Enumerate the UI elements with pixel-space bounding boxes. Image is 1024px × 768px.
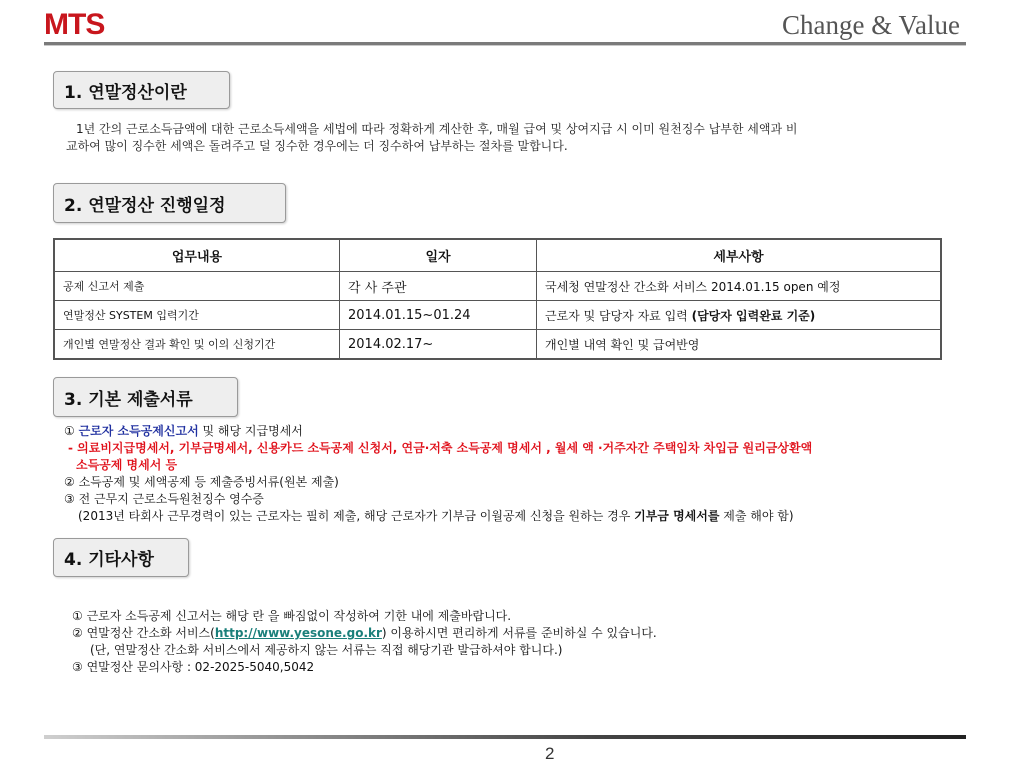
yesone-link[interactable]: http://www.yesone.go.kr: [214, 626, 382, 640]
section-1-text: 1년 간의 근로소득금액에 대한 근로소득세액을 세법에 따라 정확하게 계산한 후, 매월 급여 및 상여지급 시 이미 원천징수 납부한 세액과 비교하여 많이 징수한 세액은 돌려주고 덜 징수한 경우에는 더 징수하여 납부하는 절차를 말합니다.: [66, 122, 798, 153]
list-item-red: 소득공제 명세서 등: [76, 458, 178, 472]
column-header: 일자: [340, 239, 537, 272]
slogan: Change & Value: [782, 10, 960, 40]
detail-text: 개인별 내역 확인 및 급여반영: [545, 337, 700, 352]
list-item: ③ 연말정산 문의사항 : 02-2025-5040,5042: [72, 660, 315, 674]
section-3-title: 3. 기본 제출서류: [53, 377, 238, 417]
schedule-table: [53, 238, 942, 360]
item-number: ①: [64, 424, 79, 438]
detail-cell: [537, 330, 942, 360]
detail-emphasis: (담당자 입력완료 기준): [691, 308, 816, 323]
table-row: [54, 330, 941, 360]
list-item-note: [64, 508, 812, 525]
list-item: ② 소득공제 및 세액공제 등 제출증빙서류(원본 제출): [64, 475, 339, 489]
table-row: [54, 301, 941, 330]
detail-text: 근로자 및 담당자 자료 입력: [545, 308, 692, 323]
list-item-note: (단, 연말정산 간소화 서비스에서 제공하지 않는 서류는 직접 해당기관 발급하셔야 합니다.): [90, 643, 563, 657]
logo-text: MTS: [44, 8, 105, 41]
header-divider: [44, 42, 966, 45]
page-number: 2: [545, 744, 555, 763]
task-cell: 공제 신고서 제출: [54, 272, 340, 301]
emphasis-text: 근로자 소득공제신고서: [78, 424, 199, 438]
section-2-title: 2. 연말정산 진행일정: [53, 183, 286, 223]
date-cell: 2014.01.15~01.24: [340, 301, 537, 330]
note-emphasis: 기부금 명세서를: [634, 509, 720, 523]
date-cell: 2014.02.17~: [340, 330, 537, 360]
item-text: ② 연말정산 간소화 서비스(: [72, 626, 215, 640]
list-item: [72, 625, 657, 642]
misc-list: [72, 608, 657, 676]
list-item-red: - 의료비지급명세서, 기부금명세서, 신용카드 소득공제 신청서, 연금·저축 소득공제 명세서 , 월세 액 ·거주자간 주택임차 차입금 원리금상환액: [68, 441, 813, 455]
item-text: ) 이용하시면 편리하게 서류를 준비하실 수 있습니다.: [381, 626, 657, 640]
list-item: ① 근로자 소득공제 신고서는 해당 란 을 빠짐없이 작성하여 기한 내에 제출바랍니다.: [72, 609, 512, 623]
column-header: 세부사항: [537, 239, 942, 272]
list-item: [64, 423, 812, 440]
detail-cell: [537, 301, 942, 330]
table-header-row: [54, 239, 941, 272]
table-row: [54, 272, 941, 301]
list-item: ③ 전 근무지 근로소득원천징수 영수증: [64, 492, 264, 506]
footer-divider: [44, 735, 966, 739]
date-cell: 각 사 주관: [340, 272, 537, 301]
detail-cell: [537, 272, 942, 301]
note-text: 제출 해야 함): [719, 509, 794, 523]
required-docs-list: [64, 423, 812, 525]
task-cell: 연말정산 SYSTEM 입력기간: [54, 301, 340, 330]
task-cell: 개인별 연말정산 결과 확인 및 이의 신청기간: [54, 330, 340, 360]
section-4-title: 4. 기타사항: [53, 538, 189, 577]
detail-text: 국세청 연말정산 간소화 서비스 2014.01.15 open 예정: [545, 279, 841, 294]
section-1-title: 1. 연말정산이란: [53, 71, 230, 109]
item-text: 및 해당 지급명세서: [198, 424, 303, 438]
company-logo: [44, 8, 118, 52]
note-text: (2013년 타회사 근무경력이 있는 근로자는 필히 제출, 해당 근로자가 기부금 이월공제 신청을 원하는 경우: [78, 509, 635, 523]
column-header: 업무내용: [54, 239, 340, 272]
